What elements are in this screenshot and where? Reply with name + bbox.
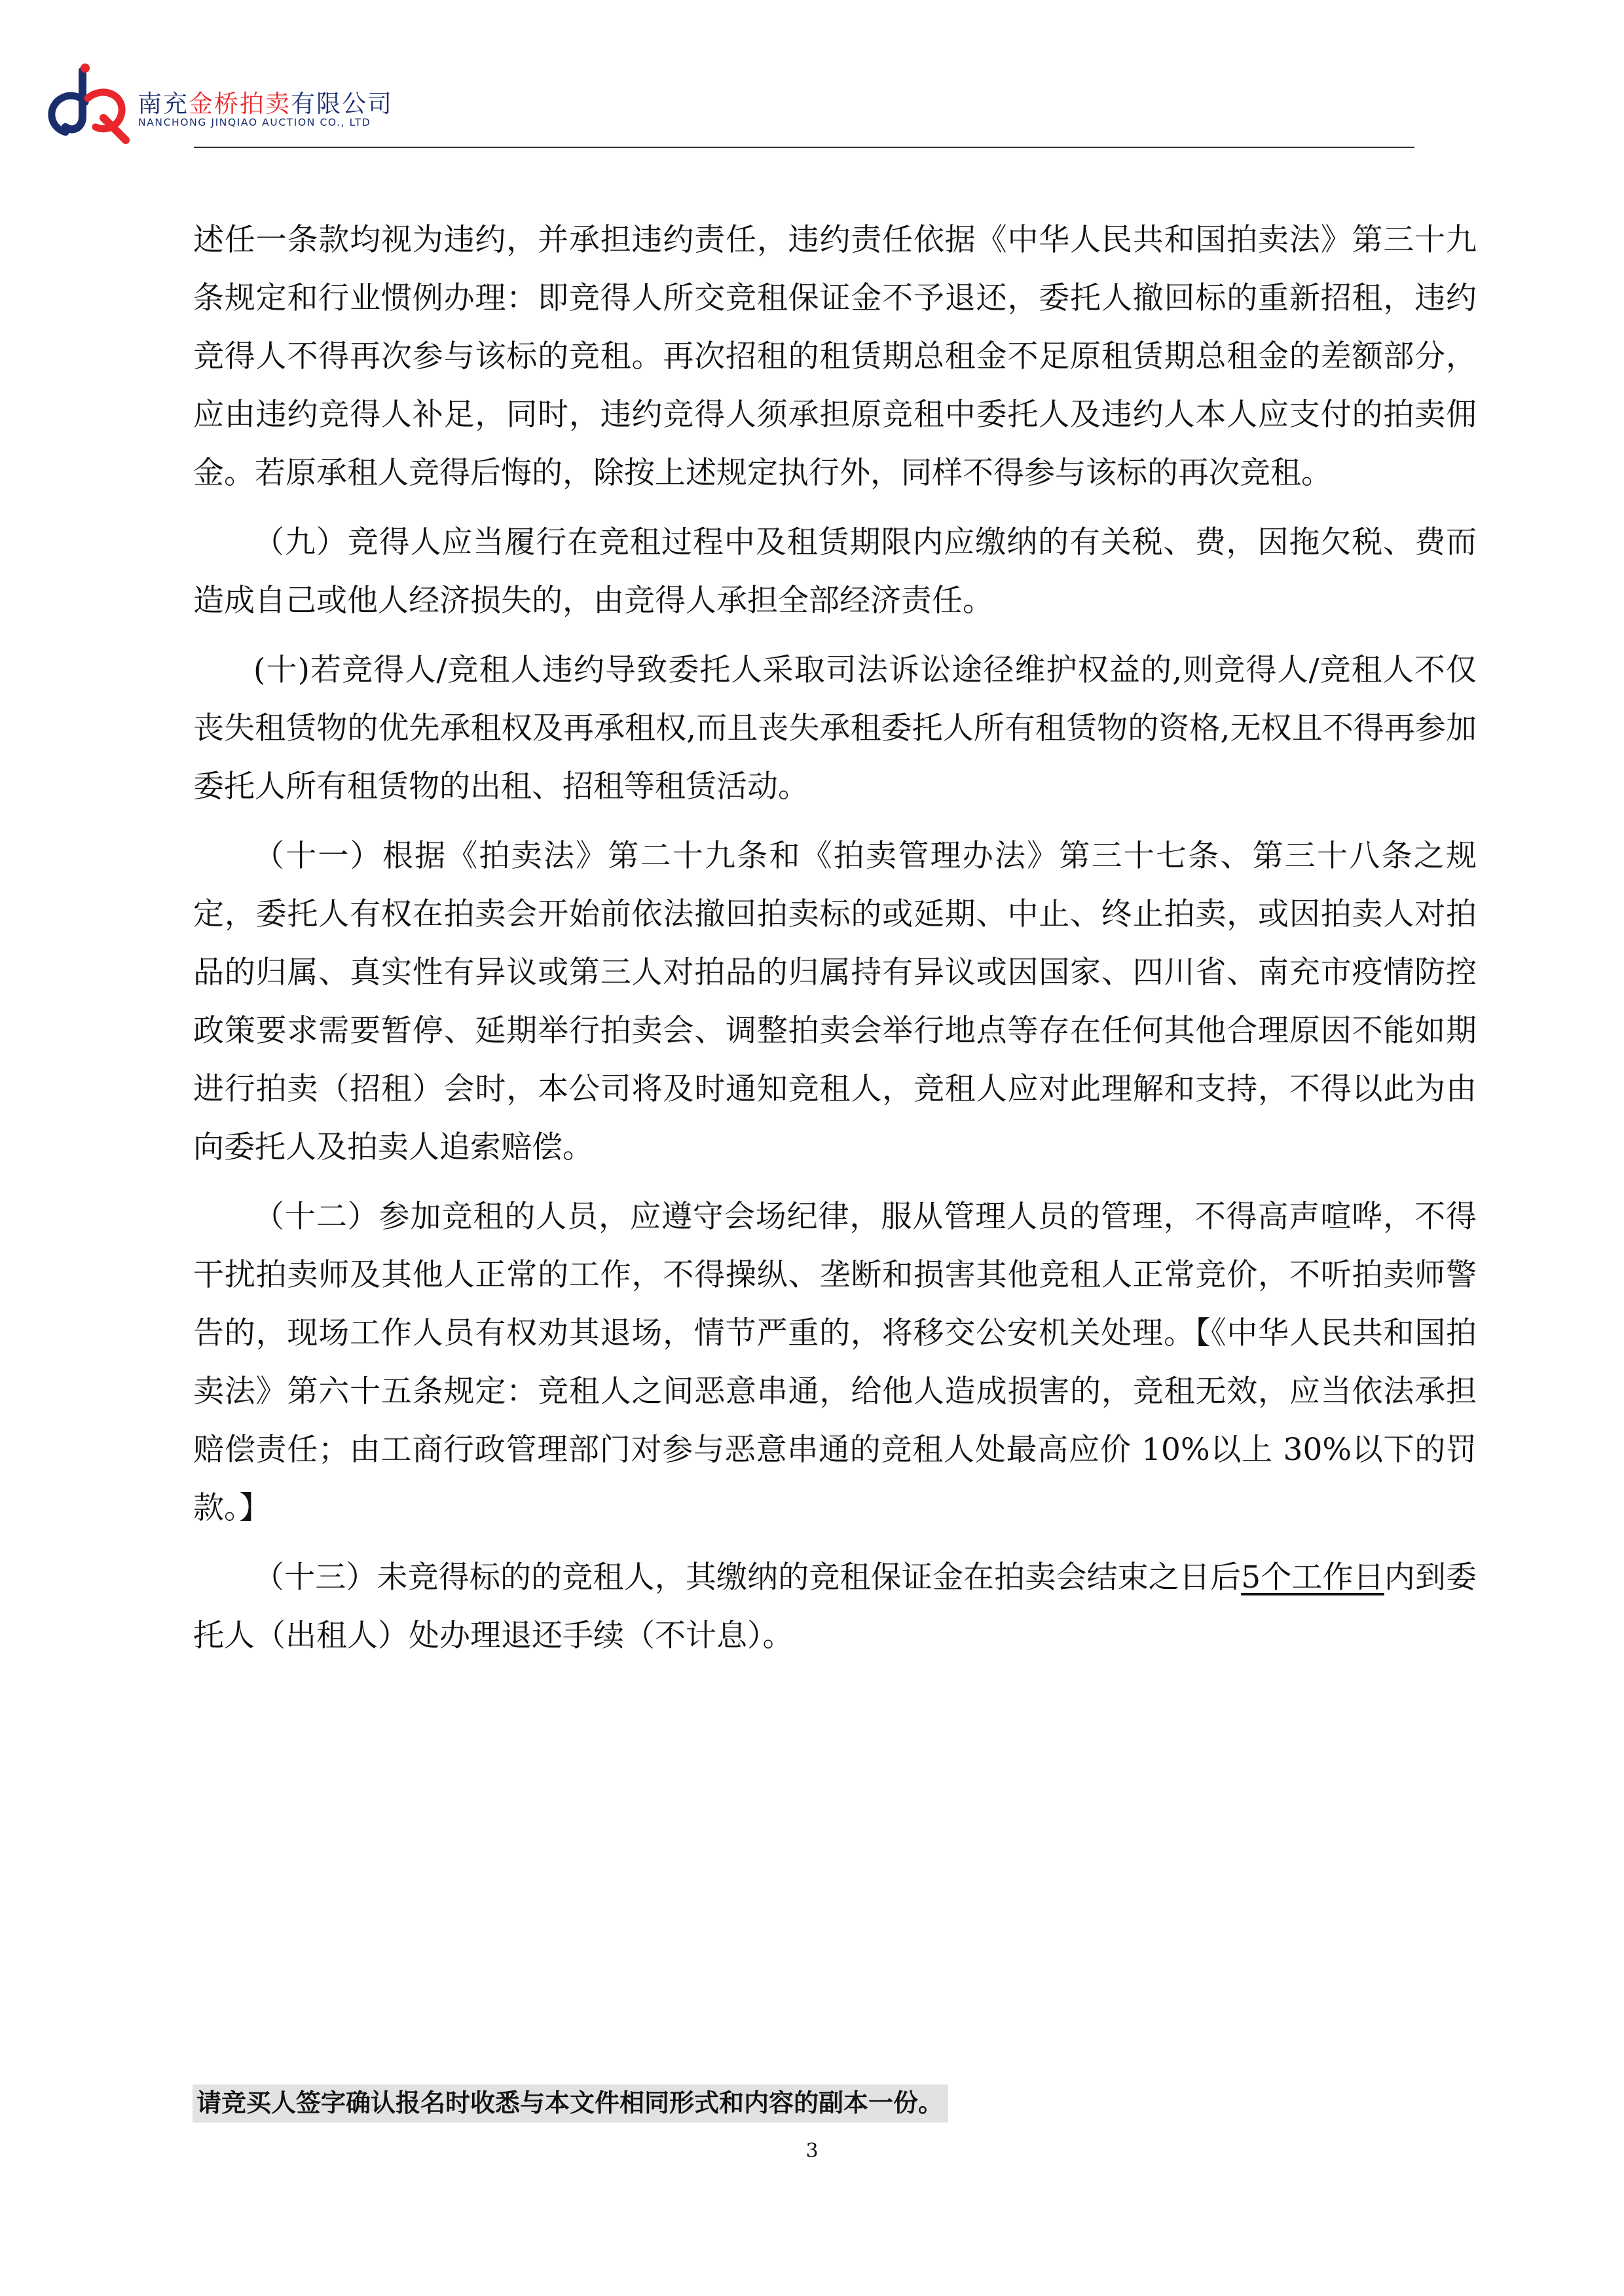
paragraph-continuation: 述任一条款均视为违约，并承担违约责任，违约责任依据《中华人民共和国拍卖法》第三十九条规定和行业惯例办理：即竞得人所交竞租保证金不予退还，委托人撤回标的重新招租，违约竞得人不得再次参与该标的竞租。再次招租的租赁期总租金不足原租赁期总租金的差额部分，应由违约竞得人补足，同时，违约竞得人须承担原竞租中委托人及违约人本人应支付的拍卖佣金。若原承租人竞得后悔的，除按上述规定执行外，同样不得参与该标的再次竞租。 xyxy=(193,222,1477,491)
paragraph-clause-10: (十)若竞得人/竞租人违约导致委托人采取司法诉讼途径维护权益的,则竞得人/竞租人不仅丧失租赁物的优先承租权及再承租权,而且丧失承租委托人所有租赁物的资格,无权且不得再参加委托人所有租赁物的出租、招租等租赁活动。 xyxy=(193,652,1477,805)
paragraph-clause-13 xyxy=(193,1548,1477,1665)
header-divider xyxy=(194,147,1414,148)
company-name-cn-part1: 南充 xyxy=(138,90,189,118)
company-name-en: NANCHONG JINQIAO AUCTION CO., LTD xyxy=(138,117,371,128)
company-name-cn-part3: 有限公司 xyxy=(291,90,393,118)
document-body xyxy=(193,211,1477,1676)
company-name-cn xyxy=(138,84,393,119)
clause-13-text-end: 内到委托人（出租人）处办理退还手续（不计息）。 xyxy=(193,1559,1477,1654)
page-number: 3 xyxy=(805,2140,819,2162)
paragraph-clause-9: （九）竞得人应当履行在竞租过程中及租赁期限内应缴纳的有关税、费，因拖欠税、费而造成自己或他人经济损失的，由竞得人承担全部经济责任。 xyxy=(193,524,1477,619)
paragraph-clause-12: （十二）参加竞租的人员，应遵守会场纪律，服从管理人员的管理，不得高声喧哗，不得干扰拍卖师及其他人正常的工作，不得操纵、垄断和损害其他竞租人正常竞价，不听拍卖师警告的，现场工作人员有权劝其退场，情节严重的，将移交公安机关处理。【《中华人民共和国拍卖法》第六十五条规定：竞租人之间恶意串通，给他人造成损害的，竞租无效，应当依法承担赔偿责任；由工商行政管理部门对参与恶意串通的竞租人处最高应价 10%以上 30%以下的罚款。】 xyxy=(193,1199,1477,1526)
page-header xyxy=(46,59,1421,151)
clause-13-text-start: （十三）未竞得标的的竞租人，其缴纳的竞租保证金在拍卖会结束之日后 xyxy=(253,1559,1242,1595)
signature-note: 请竞买人签字确认报名时收悉与本文件相同形式和内容的副本一份。 xyxy=(193,2085,948,2123)
clause-13-deadline: 5个工作日 xyxy=(1241,1559,1384,1595)
company-name-cn-part2: 金桥拍卖 xyxy=(189,90,291,118)
company-logo-icon xyxy=(46,59,134,147)
paragraph-clause-11: （十一）根据《拍卖法》第二十九条和《拍卖管理办法》第三十七条、第三十八条之规定，委托人有权在拍卖会开始前依法撤回拍卖标的或延期、中止、终止拍卖，或因拍卖人对拍品的归属、真实性有异议或第三人对拍品的归属持有异议或因国家、四川省、南充市疫情防控政策要求需要暂停、延期举行拍卖会、调整拍卖会举行地点等存在任何其他合理原因不能如期进行拍卖（招租）会时，本公司将及时通知竞租人，竞租人应对此理解和支持，不得以此为由向委托人及拍卖人追索赔偿。 xyxy=(193,838,1477,1165)
